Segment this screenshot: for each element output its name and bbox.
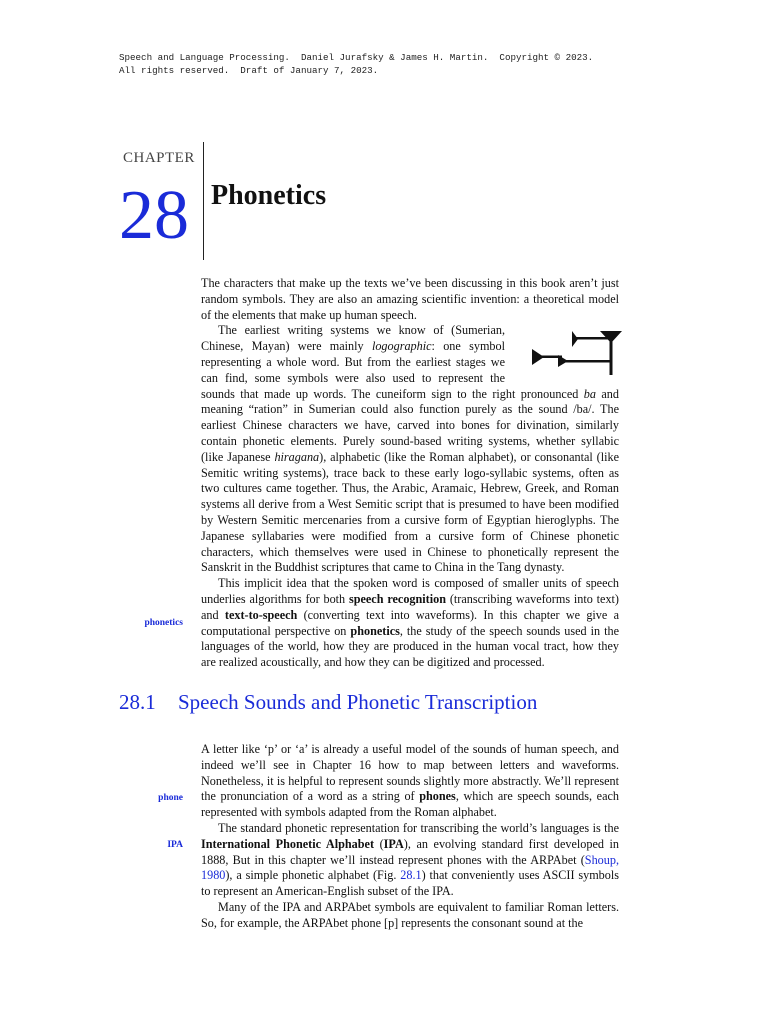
section-p1-text-a: A letter like ‘p’ or ‘a’ is already a useful model of the sounds of human speech, and indeed we’ll see in Chapter 16 how to map between letters and waveforms. Nonetheless, it is helpful to represent sounds slightly more abstractly. We’ll represent the pronunciation of a word as a string of: [201, 742, 619, 804]
term-phonetics: phonetics: [350, 623, 400, 638]
intro-p2-text-c: and meaning “ration” in Sumerian could also function purely as the sound /ba/. The earliest Chinese characters we have, carved into bones for divination, similarly contain phonetic elements. Purely sound-based writing systems, whether syllabic (like Japanese: [201, 386, 619, 464]
intro-p2-text-b: : one symbol representing a whole word. But from the earliest stages we can find, some symbols were also used to represent the sounds that made up words. The cuneiform sign to the right pronounced: [201, 339, 584, 401]
section-p2-text-d: ) that conveniently uses ASCII symbols to represent an American-English subset of the IPA.: [201, 868, 620, 899]
term-international-phonetic-alphabet: International Phonetic Alphabet: [201, 836, 375, 851]
figure-link-28-1[interactable]: 28.1: [400, 868, 422, 883]
intro-paragraph-2: [201, 323, 619, 576]
intro-p2-text-d: ), alphabetic (like the Roman alphabet), or consonantal (like Semitic writing systems), trace back to these early logo-syllabic systems, often as two cultures came together. Thus, the Arabic, Aramaic, Hebrew, Greek, and Roman systems all derive from a West Semitic script that is presumed to have been modified by Western Semitic mercenaries from a cursive form of Egyptian hieroglyphs. The Japanese syllabaries were modified from a cursive form of Chinese phonetic characters, which themselves were used in Chinese to phonetically represent the Sanskrit in the Buddhist scriptures that came to China in the Tang dynasty.: [201, 449, 619, 575]
term-phones: phones: [419, 789, 456, 804]
cuneiform-ba-sign: [513, 323, 613, 381]
section-heading: [119, 690, 537, 715]
intro-paragraph-1: [201, 276, 619, 323]
chapter-divider: [203, 142, 204, 260]
running-header: Speech and Language Processing. Daniel Jurafsky & James H. Martin. Copyright © 2023. All rights reserved. Draft of January 7, 2023.: [119, 52, 605, 76]
term-logographic: logographic: [371, 339, 432, 354]
intro-p3-text-a: This implicit idea that the spoken word is composed of smaller units of speech underlies algorithms for both: [201, 576, 619, 606]
term-text-to-speech: text-to-speech: [224, 607, 298, 622]
intro-p3-text-d: , the study of the speech sounds used in the languages of the world, how they are produced in the human vocal tract, how they are realized acoustically, and how they can be digitized and processed.: [201, 623, 619, 670]
section-paragraph-2: [201, 821, 619, 900]
section-p1-text-b: , which are speech sounds, each represented with symbols adapted from the Roman alphabet.: [201, 789, 619, 820]
term-hiragana: hiragana: [274, 449, 320, 464]
section-text: [201, 742, 619, 932]
intro-text: [201, 276, 619, 671]
chapter-label: CHAPTER: [123, 150, 195, 166]
section-number: 28.1: [119, 690, 156, 714]
intro-p2-text-a: The earliest writing systems we know of (Sumerian, Chinese, Mayan) were mainly: [201, 323, 505, 354]
section-title: Speech Sounds and Phonetic Transcription: [178, 690, 538, 714]
intro-paragraph-3: [201, 576, 619, 671]
margin-note-ipa: IPA: [167, 840, 183, 850]
section-p3-text: Many of the IPA and ARPAbet symbols are equivalent to familiar Roman letters. So, for example, the ARPAbet phone [p] represents the consonant sound at the: [201, 899, 619, 930]
section-p2-text-c: ), a simple phonetic alphabet (Fig.: [225, 868, 401, 883]
section-p2-text-a: The standard phonetic representation for transcribing the world’s languages is the: [218, 820, 619, 835]
citation-link-shoup-1980[interactable]: Shoup, 1980: [201, 852, 619, 883]
section-p2-text-b: ), an evolving standard first developed in 1888, But in this chapter we’ll instead represent phones with the ARPAbet (: [201, 836, 620, 867]
chapter-title: Phonetics: [211, 180, 327, 211]
intro-p3-text-c: (converting text into waveforms). In this chapter we give a computational perspective on: [201, 607, 619, 638]
intro-p3-text-b: (transcribing waveforms into text) and: [201, 591, 619, 622]
intro-p1-text: The characters that make up the texts we’ve been discussing in this book aren’t just random symbols. They are also an amazing scientific invention: a theoretical model of the elements that make up human speech.: [201, 276, 619, 322]
term-ipa: IPA: [383, 836, 404, 851]
section-paragraph-3: [201, 900, 619, 932]
chapter-number: 28: [119, 177, 189, 254]
section-paragraph-1: [201, 742, 619, 821]
margin-note-phonetics: phonetics: [144, 618, 183, 628]
section-p2-paren: (: [374, 836, 384, 851]
margin-note-phone: phone: [158, 793, 183, 803]
term-ba: ba: [583, 386, 596, 401]
term-speech-recognition: speech recognition: [348, 591, 446, 606]
